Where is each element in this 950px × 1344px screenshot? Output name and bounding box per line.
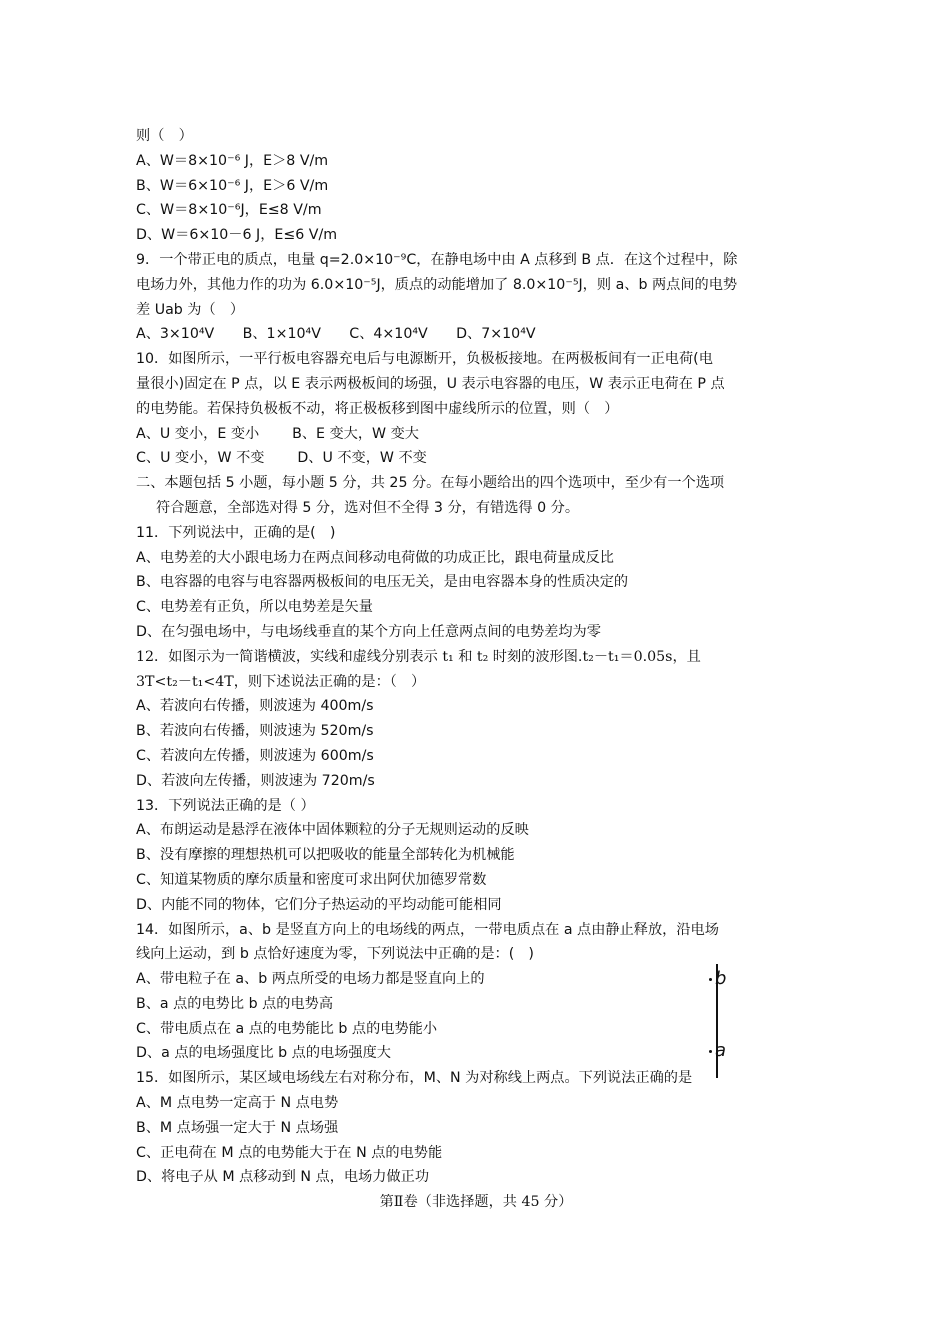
option-line: C、带电质点在 a 点的电势能比 b 点的电势能小 [136, 1020, 438, 1037]
point-a-label: a [715, 1040, 727, 1061]
text-line: 量很小)固定在 P 点，以 E 表示两极板间的场强，U 表示电容器的电压，W 表示正电荷在 P 点 [136, 375, 725, 392]
option-line: A、3×10⁴V B、1×10⁴V C、4×10⁴V D、7×10⁴V [136, 326, 536, 343]
option-line: A、U 变小，E 变小 B、E 变大，W 变大 [136, 425, 419, 442]
option-line: B、没有摩擦的理想热机可以把吸收的能量全部转化为机械能 [136, 847, 515, 864]
part-two-heading: 第Ⅱ卷（非选择题，共 45 分） [379, 1194, 573, 1211]
question-14: 14．如图所示，a、b 是竖直方向上的电场线的两点，一带电质点在 a 点由静止释放，沿电场 [136, 921, 719, 938]
option-line: C、W＝8×10⁻⁶J，E≤8 V/m [136, 202, 322, 219]
option-line: D、在匀强电场中，与电场线垂直的某个方向上任意两点间的电势差均为零 [136, 623, 601, 640]
option-line: C、U 变小，W 不变 D、U 不变，W 不变 [136, 450, 427, 467]
text-line: 差 Uab 为（ ） [136, 301, 245, 318]
option-line: A、带电粒子在 a、b 两点所受的电场力都是竖直向上的 [136, 971, 485, 988]
option-line: A、布朗运动是悬浮在液体中固体颗粒的分子无规则运动的反映 [136, 822, 529, 839]
option-line: B、M 点场强一定大于 N 点场强 [136, 1119, 339, 1136]
option-line: D、将电子从 M 点移动到 N 点，电场力做正功 [136, 1169, 430, 1186]
option-line: B、若波向右传播，则波速为 520m/s [136, 723, 374, 740]
question-11: 11．下列说法中，正确的是( ) [136, 524, 336, 541]
section-instructions: 符合题意，全部选对得 5 分，选对但不全得 3 分，有错选得 0 分。 [156, 499, 580, 516]
text-line: 3T<t₂－t₁<4T，则下述说法正确的是：（ ） [136, 673, 426, 690]
option-line: B、电容器的电容与电容器两极板间的电压无关，是由电容器本身的性质决定的 [136, 574, 629, 591]
option-line: D、若波向左传播，则波速为 720m/s [136, 772, 375, 789]
field-line-figure [700, 958, 740, 1078]
text-line: 的电势能。若保持负极板不动，将正极板移到图中虚线所示的位置，则（ ） [136, 400, 619, 417]
question-13: 13．下列说法正确的是（ ） [136, 797, 315, 814]
option-line: C、电势差有正负，所以电势差是矢量 [136, 599, 373, 616]
point-b-dot [709, 978, 712, 981]
text-line: 线向上运动，到 b 点恰好速度为零，下列说法中正确的是：( ) [136, 946, 534, 963]
question-12: 12．如图示为一简谐横波，实线和虚线分别表示 t₁ 和 t₂ 时刻的波形图.t₂－t₁＝0.05s，且 [136, 648, 701, 665]
point-b-label: b [715, 968, 727, 989]
option-line: C、知道某物质的摩尔质量和密度可求出阿伏加德罗常数 [136, 871, 487, 888]
question-10: 10．如图所示，一平行板电容器充电后与电源断开，负极板接地。在两极板间有一正电荷(电 [136, 351, 713, 368]
option-line: A、W＝8×10⁻⁶ J，E＞8 V/m [136, 152, 329, 169]
text-line: 电场力外，其他力作的功为 6.0×10⁻⁵J，质点的动能增加了 8.0×10⁻⁵J，则 a、b 两点间的电势 [136, 276, 738, 293]
option-line: B、W＝6×10⁻⁶ J，E＞6 V/m [136, 177, 329, 194]
option-line: A、若波向右传播，则波速为 400m/s [136, 698, 374, 715]
question-9: 9．一个带正电的质点，电量 q=2.0×10⁻⁹C，在静电场中由 A 点移到 B 点．在这个过程中，除 [136, 251, 738, 268]
option-line: A、M 点电势一定高于 N 点电势 [136, 1095, 339, 1112]
option-line: D、内能不同的物体，它们分子热运动的平均动能可能相同 [136, 896, 502, 913]
point-a-dot [709, 1050, 712, 1053]
text-line: 则（ ） [136, 128, 193, 144]
option-line: A、电势差的大小跟电场力在两点间移动电荷做的功成正比，跟电荷量成反比 [136, 549, 614, 566]
option-line: B、a 点的电势比 b 点的电势高 [136, 995, 334, 1012]
question-15: 15．如图所示，某区域电场线左右对称分布，M、N 为对称线上两点。下列说法正确的是 [136, 1070, 693, 1087]
option-line: D、a 点的电场强度比 b 点的电场强度大 [136, 1045, 391, 1062]
option-line: C、若波向左传播，则波速为 600m/s [136, 747, 374, 764]
option-line: D、W＝6×10－6 J，E≤6 V/m [136, 227, 338, 244]
option-line: C、正电荷在 M 点的电势能大于在 N 点的电势能 [136, 1144, 443, 1161]
section-heading: 二、本题包括 5 小题，每小题 5 分，共 25 分。在每小题给出的四个选项中，至少有一个选项 [136, 475, 725, 492]
